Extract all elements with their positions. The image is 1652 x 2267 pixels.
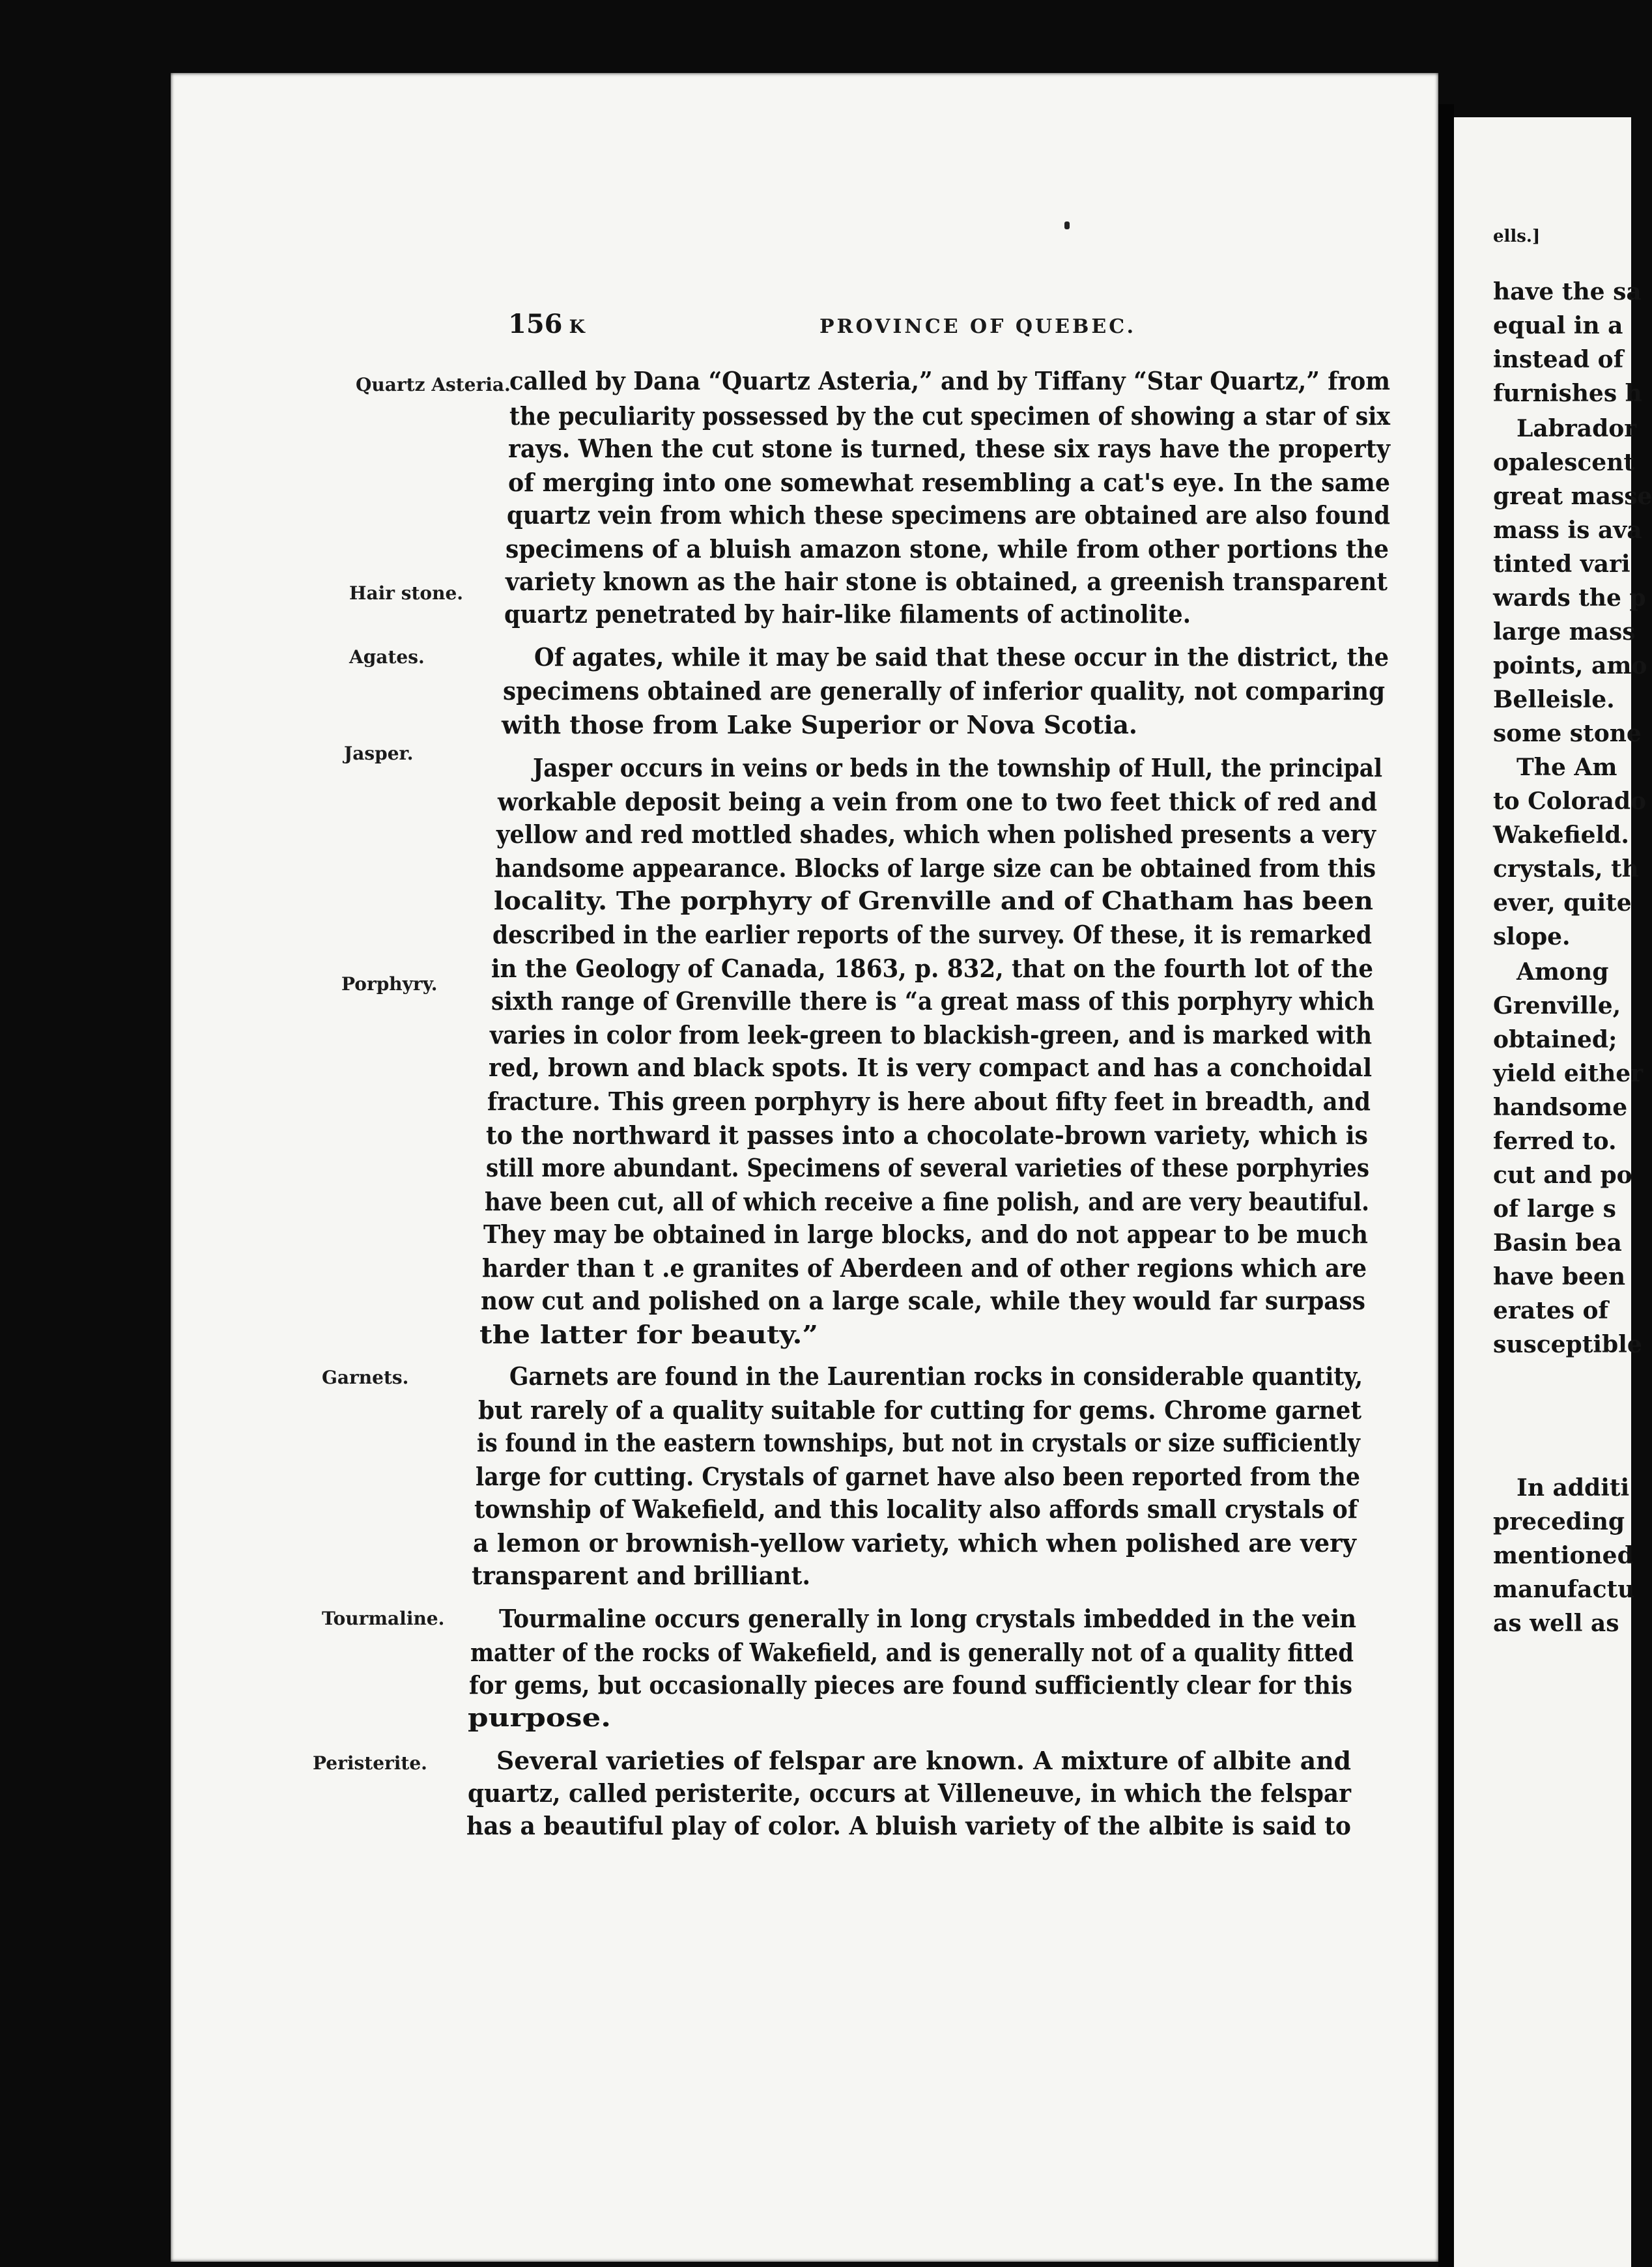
text-line: called by Dana “Quartz Asteria,” and by Tiffany “Star Quartz,” from xyxy=(509,366,1390,395)
text-line: but rarely of a quality suitable for cutting for gems. Chrome garnet xyxy=(478,1395,1361,1425)
right-page-line: Among xyxy=(1517,958,1609,986)
text-line: with those from Lake Superior or Nova Scotia. xyxy=(502,710,1137,739)
text-line: rays. When the cut stone is turned, these six rays have the property xyxy=(508,434,1390,463)
text-line: varies in color from leek-green to blackish-green, and is marked with xyxy=(490,1020,1372,1049)
text-line: quartz vein from which these specimens are obtained are also found xyxy=(507,500,1390,530)
margin-label-peristerite: Peristerite. xyxy=(313,1752,427,1774)
right-page-line: have been xyxy=(1493,1263,1626,1290)
right-page-line: ells.] xyxy=(1493,227,1541,246)
margin-label-porphyry: Porphyry. xyxy=(341,973,438,995)
right-page-line: In additi xyxy=(1517,1474,1630,1502)
text-line: red, brown and black spots. It is very compact and has a conchoidal xyxy=(489,1053,1372,1082)
text-line: for gems, but occasionally pieces are found sufficiently clear for this xyxy=(469,1670,1352,1700)
right-page-line: obtained; xyxy=(1493,1026,1617,1053)
right-page-line: to Colorado xyxy=(1493,788,1647,815)
text-line: matter of the rocks of Wakefield, and is generally not of a quality fitted xyxy=(470,1638,1354,1667)
right-page-line: ferred to. xyxy=(1493,1128,1617,1155)
text-line: to the northward it passes into a chocolate-brown variety, which is xyxy=(486,1120,1368,1150)
running-head: PROVINCE OF QUEBEC. xyxy=(819,315,1137,338)
page-number-suffix: K xyxy=(569,316,585,337)
right-page-line: Basin bea xyxy=(1493,1229,1622,1257)
right-page-line: cut and po xyxy=(1493,1162,1632,1189)
right-page-line: erates of xyxy=(1493,1297,1609,1324)
right-page-line: mass is ava xyxy=(1493,517,1642,544)
margin-label-garnets: Garnets. xyxy=(322,1367,409,1388)
right-page-line: wards the p xyxy=(1493,584,1646,612)
page-number-value: 156 xyxy=(508,309,563,339)
right-page-line: ever, quite xyxy=(1493,889,1632,917)
text-line: Jasper occurs in veins or beds in the township of Hull, the principal xyxy=(533,753,1382,782)
right-page-line: points, amo xyxy=(1493,652,1647,679)
right-page-line: furnishes h xyxy=(1493,380,1642,407)
text-line: locality. The porphyry of Grenville and of Chatham has been xyxy=(494,886,1373,915)
text-line: has a beautiful play of color. A bluish variety of the albite is said to xyxy=(466,1811,1351,1840)
right-page-line: some stone xyxy=(1493,720,1642,747)
text-line: described in the earlier reports of the survey. Of these, it is remarked xyxy=(492,920,1372,949)
right-page-line: handsome xyxy=(1493,1094,1628,1121)
right-page-line: have the sa xyxy=(1493,278,1642,306)
margin-label-quartz-asteria: Quartz Asteria. xyxy=(356,374,511,395)
text-line: is found in the eastern townships, but not in crystals or size sufficiently xyxy=(477,1428,1360,1457)
text-line: Garnets are found in the Laurentian rocks in considerable quantity, xyxy=(509,1362,1363,1391)
text-line: large for cutting. Crystals of garnet have also been reported from the xyxy=(476,1462,1360,1491)
right-page-line: preceding xyxy=(1493,1508,1625,1535)
text-line: specimens of a bluish amazon stone, while from other portions the xyxy=(506,534,1389,563)
text-line: township of Wakefield, and this locality also affords small crystals of xyxy=(474,1494,1358,1524)
text-line: of merging into one somewhat resembling a cat's eye. In the same xyxy=(508,468,1390,497)
book-gutter xyxy=(1438,104,1454,2267)
right-page-line: tinted vari xyxy=(1493,550,1631,578)
right-page-line: Belleisle. xyxy=(1493,686,1615,713)
text-line: specimens obtained are generally of inferior quality, not comparing xyxy=(503,676,1385,706)
right-page-line: Grenville, xyxy=(1493,992,1621,1019)
right-page-line: opalescent xyxy=(1493,449,1634,476)
text-line: harder than t .e granites of Aberdeen and of other regions which are xyxy=(482,1253,1367,1283)
text-line: a lemon or brownish-yellow variety, which when polished are very xyxy=(473,1528,1356,1558)
text-line: variety known as the hair stone is obtained, a greenish transparent xyxy=(506,567,1388,596)
margin-label-tourmaline: Tourmaline. xyxy=(322,1608,445,1629)
text-line: in the Geology of Canada, 1863, p. 832, that on the fourth lot of the xyxy=(491,954,1373,983)
book-page-right xyxy=(1454,117,1652,2267)
text-line: the peculiarity possessed by the cut specimen of showing a star of six xyxy=(509,401,1390,431)
right-page-line: great masse xyxy=(1493,483,1652,510)
right-page-line: yield either xyxy=(1493,1060,1644,1087)
right-page-line: of large s xyxy=(1493,1195,1616,1223)
right-page-line: manufactu xyxy=(1493,1576,1635,1603)
text-line: quartz penetrated by hair-like filaments of actinolite. xyxy=(504,599,1191,629)
ink-speck xyxy=(1064,221,1070,229)
right-page-line: as well as xyxy=(1493,1610,1619,1637)
right-page-line: slope. xyxy=(1493,923,1571,950)
right-page-line: equal in a xyxy=(1493,312,1623,339)
text-line: quartz, called peristerite, occurs at Villeneuve, in which the felspar xyxy=(468,1778,1351,1808)
margin-label-hair-stone: Hair stone. xyxy=(349,582,464,604)
text-line: sixth range of Grenville there is “a great mass of this porphyry which xyxy=(491,986,1374,1016)
margin-label-jasper: Jasper. xyxy=(344,743,414,764)
text-line: handsome appearance. Blocks of large size can be obtained from this xyxy=(495,853,1376,883)
text-line: yellow and red mottled shades, which when polished presents a very xyxy=(496,820,1376,849)
margin-label-agates: Agates. xyxy=(349,646,425,668)
right-page-line: mentioned xyxy=(1493,1542,1634,1569)
text-line: They may be obtained in large blocks, and do not appear to be much xyxy=(483,1219,1368,1249)
text-line: Of agates, while it may be said that these occur in the district, the xyxy=(534,642,1389,672)
text-line: the latter for beauty.” xyxy=(479,1320,818,1349)
text-line: fracture. This green porphyry is here about fifty feet in breadth, and xyxy=(487,1087,1371,1116)
right-page-line: The Am xyxy=(1517,754,1617,781)
right-page-line: Wakefield. xyxy=(1493,821,1629,849)
right-page-line: crystals, th xyxy=(1493,855,1639,883)
text-line: now cut and polished on a large scale, while they would far surpass xyxy=(481,1286,1365,1315)
text-line: have been cut, all of which receive a fine polish, and are very beautiful. xyxy=(485,1187,1369,1216)
text-line: transparent and brilliant. xyxy=(472,1561,810,1590)
right-page-line: large mass xyxy=(1493,618,1636,646)
text-line: purpose. xyxy=(468,1703,611,1732)
text-line: Several varieties of felspar are known. A mixture of albite and xyxy=(496,1746,1351,1775)
text-line: Tourmaline occurs generally in long crystals imbedded in the vein xyxy=(499,1604,1356,1633)
right-page-line: instead of xyxy=(1493,346,1624,373)
page-number xyxy=(508,309,585,339)
right-page-line: Labrador xyxy=(1517,415,1637,442)
text-line: workable deposit being a vein from one to two feet thick of red and xyxy=(498,787,1377,816)
text-line: still more abundant. Specimens of several varieties of these porphyries xyxy=(486,1153,1369,1182)
right-page-line: susceptible xyxy=(1493,1331,1642,1358)
